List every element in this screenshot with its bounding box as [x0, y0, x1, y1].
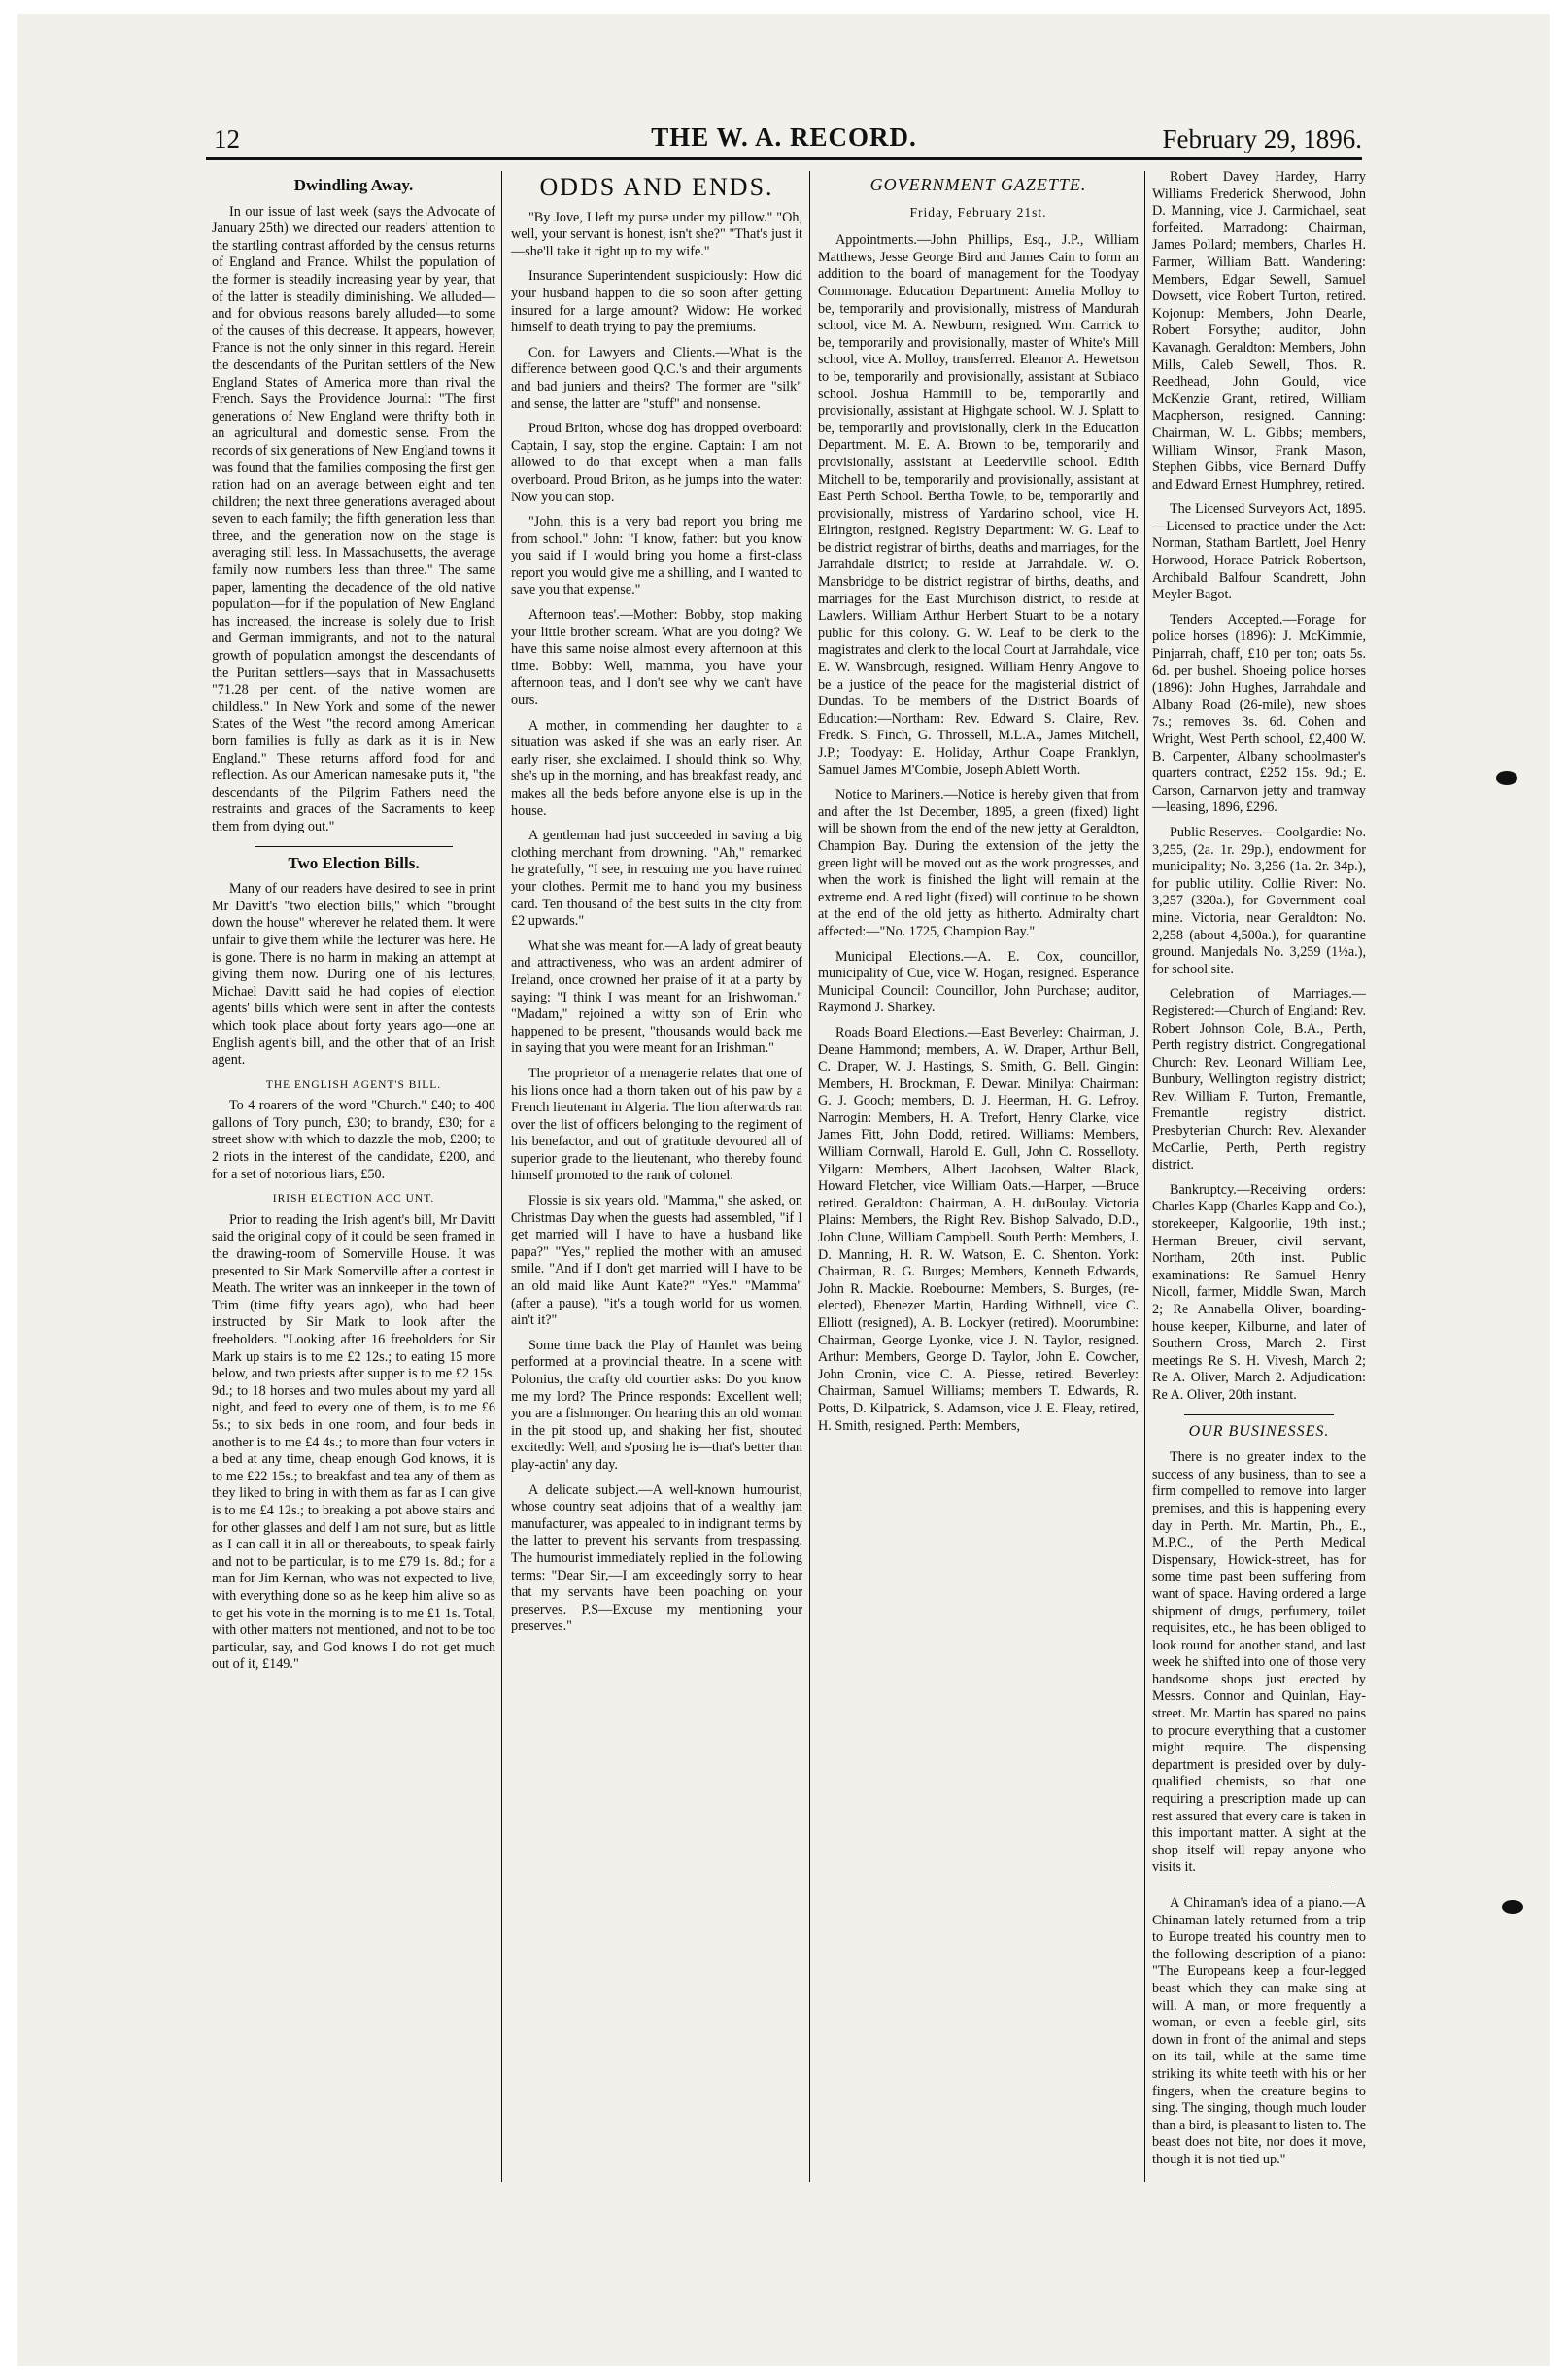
header-rule	[206, 157, 1362, 160]
item-paragraph: Insurance Superintendent suspiciously: How did your husband happen to die so soon after getting insured for a large amount? Widow: He worked himself to death trying to pay the premiums.	[511, 268, 802, 336]
item-paragraph: The proprietor of a menagerie relates that one of his lions once had a thorn taken out of his paw by a French lieutenant in Algeria. The lion afterwards ran over the list of officers belonging to the regiment of his benefactor, and out of gratitude devoured all of superior grade to the lieutenant, who thereby found himself promoted to the rank of colonel.	[511, 1065, 802, 1184]
item-paragraph: Flossie is six years old. "Mamma," she asked, on Christmas Day when the guests had assembled, "if I get married will I have to have a husband like papa?" "Yes," replied the mother with an amused smile. "And if I don't get married will I have to be an old maid like Aunt Kate?" "Yes." "Mamma" (after a pause), "it's a tough world for us women, ain't it?"	[511, 1193, 802, 1329]
gazette-date: Friday, February 21st.	[909, 204, 1047, 220]
column-2	[511, 169, 802, 2180]
column-1	[212, 169, 495, 2180]
article-paragraph: There is no greater index to the success of any business, than to see a firm compelled to remove into larger premises, and this is happening every day in Perth. Mr. Martin, Ph., E., M.P.C., of the Perth Medical Dispensary, Howick-street, has for some time past been suffering from want of space. Having ordered a large shipment of drugs, perfumery, toilet requisites, etc., he has been obliged to look round for another stand, and last week he shifted into one of those very handsome shops just erected by Messrs. Connor and Quinlan, Hay-street. Mr. Martin has spared no pains to procure everything that a customer might require. The dispensing department is presided over by duly-qualified chemists, so that one requiring a prescription made up can rest assured that every care is taken in this important matter. A sight at the shop itself will repay anyone who visits it.	[1152, 1449, 1366, 1876]
item-paragraph: A gentleman had just succeeded in saving a big clothing merchant from drowning. "Ah," remarked he gratefully, "I see, in rescuing me you have ruined your clothes. Permit me to hand you my business card. Ten thousand of the best suits in the city from £2 upwards."	[511, 828, 802, 930]
sub-heading: THE ENGLISH AGENT'S BILL.	[265, 1078, 442, 1091]
gazette-paragraph: Notice to Mariners.—Notice is hereby given that from and after the 1st December, 1895, a green (fixed) light will be shown from the end of the new jetty at Geraldton, Champion Bay. During the extension of the jetty the green light will be moved out as the work progresses, and when the work is finished the light will remain at the extreme end. A red light (fixed) will continue to be shown at the end of the old jetty as hitherto. Admiralty chart affected:—"No. 1725, Champion Bay."	[818, 787, 1139, 939]
gazette-paragraph: Robert Davey Hardey, Harry Williams Frederick Sherwood, John D. Manning, vice J. Carmichael, seat forfeited. Marradong: Chairman, James Pollard; members, Charles H. Farmer, William Batt. Wandering: Members, Edgar Sewell, Samuel Dowsett, vice Robert Turton, retired. Kojonup: Members, John Dearle, Robert Forsythe; auditor, John Kavanagh. Geraldton: Members, John Mills, Caleb Sewell, Thos. R. Reedhead, John Gould, vice McKenzie Grant, retired, William Macpherson, resigned. Canning: Chairman, W. L. Gibbs; members, William Winsor, Frank Mason, Stephen Gibbs, vice Bernard Duffy and Edward Ernest Humphrey, retired.	[1152, 169, 1366, 493]
ink-mark	[1502, 1900, 1523, 1914]
gazette-paragraph: Municipal Elections.—A. E. Cox, councillor, municipality of Cue, vice W. Hogan, resigned. Esperance Municipal Council: Councillor, John Purchase; auditor, Raymond J. Sharkey.	[818, 948, 1139, 1016]
column-4	[1152, 169, 1366, 2180]
article-headline: Two Election Bills.	[288, 853, 420, 872]
section-headline: ODDS AND ENDS.	[539, 173, 774, 201]
column-3	[818, 169, 1139, 2180]
article-paragraph: To 4 roarers of the word "Church." £40; to 400 gallons of Tory punch, £30; to brandy, £30; for a street show with which to dazzle the mob, £200; to 2 riots in the interest of the candidate, £200, and for a set of notorious liars, £50.	[212, 1098, 495, 1182]
item-paragraph: What she was meant for.—A lady of great beauty and attractiveness, who was an ardent admirer of Ireland, once crowned her praise of it at a party by saying: "I think I was meant for an Irishwoman." "Madam," rejoined a witty son of Erin who happened to be present, "thousands would back me in saying that you were meant for an Irishman."	[511, 937, 802, 1057]
article-rule	[255, 846, 453, 847]
item-paragraph: Afternoon teas'.—Mother: Bobby, stop making your little brother scream. What are you doing? We have this same noise almost every afternoon at this time. Bobby: Well, mamma, you have your afternoon teas, and I don't see why we can't have ours.	[511, 607, 802, 709]
column-divider	[809, 171, 810, 2182]
article-rule	[1184, 1414, 1334, 1415]
article-paragraph: A Chinaman's idea of a piano.—A Chinaman lately returned from a trip to Europe treated his country men to the following description of a piano: "The Europeans keep a four-legged beast which they can make sing at will. A man, or more frequently a woman, or even a feeble girl, sits down in front of the animal and steps on its tail, while at the same time striking its white teeth with his or her fingers, when the creature begins to sing. The singing, though much louder than a bird, is pleasant to listen to. The beast does not bite, nor does it move, though it is not tied up."	[1152, 1895, 1366, 2167]
gazette-paragraph: Celebration of Marriages.—Registered:—Church of England: Rev. Robert Johnson Cole, B.A., Perth, Perth registry district. Congregational Church: Rev. Leonard William Lee, Bunbury, Wellington registry district; Rev. William F. Turton, Fremantle, Fremantle registry district. Presbyterian Church: Rev. Alexander McCarlie, Perth, Perth registry district.	[1152, 986, 1366, 1173]
gazette-paragraph: Appointments.—John Phillips, Esq., J.P., William Matthews, Jesse George Bird and James Cain to form an addition to the board of management for the Toodyay Commonage. Education Department: Amelia Molloy to be, temporarily and provisionally, mistress of Mandurah school, vice M. A. Newburn, resigned. Wm. Carrick to be, temporarily and provisionally, master of White's Mill school, vice A. Molloy, transferred. Eleanor A. Hewetson to be, temporarily and provisionally, assistant at Subiaco school. Joshua Hammill to be, temporarily and provisionally, assistant at Highgate school. W. J. Splatt to be, temporarily and provisionally, clerk in the Education Department. M. E. A. Brown to be, temporarily and provisionally, assistant at Leederville school. Edith Mitchell to be, temporarily and provisionally, assistant at East Perth School. Bertha Towle, to be, temporarily and provisionally, mistress of Yardarino school, vice H. Elrington, resigned. Registry Department: W. G. Leaf to be district registrar of births, deaths and marriages, for the Jarrahdale district; to reside at Jarrahdale. W. O. Mansbridge to be district registrar of births, deaths, and marriages for the East Murchison district, to reside at Lawlers. William Arthur Herbert Stuart to be a notary public for this colony. G. W. Leaf to be clerk to the magistrates and clerk to the local Court at Jarrahdale, vice E. W. Wansbrough, resigned. William Henry Angove to be a justice of the peace for the magisterial district of Dundas. To be members of the District Boards of Education:—Northam: Rev. Edward S. Claire, Rev. Fredk. S. Finch, G. Throssell, M.L.A., James Mitchell, J.P.; Toodyay: E. Holiday, Arthur Coape Franklyn, Samuel James M'Combie, Joseph Ablett Worth.	[818, 232, 1139, 778]
page-number: 12	[214, 124, 240, 153]
article-headline: Dwindling Away.	[293, 176, 414, 194]
gazette-paragraph: Tenders Accepted.—Forage for police horses (1896): J. McKimmie, Pinjarrah, chaff, £10 per ton; oats 5s. 6d. per bushel. Shoeing police horses (1896): John Hughes, Jarrahdale and Albany Road (26-mile), new shoes 7s.; removes 3s. 6d. Cohen and Wright, West Perth school, £2,400 W. B. Carpenter, Albany schoolmaster's quarters contract, £252 15s. 9d.; E. Carson, Carnarvon jetty and tramway—leasing, 1896, £296.	[1152, 611, 1366, 816]
issue-date: February 29, 1896.	[1162, 124, 1362, 153]
gazette-paragraph: Public Reserves.—Coolgardie: No. 3,255, (2a. 1r. 29p.), endowment for municipality; No. 3,256 (1a. 2r. 34p.), for public utility. Collie River: No. 3,257 (320a.), for Government coal mine. Victoria, near Geraldton: No. 2,258 (about 4,500a.), for quarantine ground. Manjedals No. 3,259 (1½a.), for school site.	[1152, 824, 1366, 977]
item-paragraph: Con. for Lawyers and Clients.—What is the difference between good Q.C.'s and their arguments and bad juniers and theirs? The former are "silk" and sense, the latter are "stuff" and nonsense.	[511, 344, 802, 412]
article-paragraph: Prior to reading the Irish agent's bill, Mr Davitt said the original copy of it could be seen framed in the drawing-room of Somerville House. It was presented to Sir Mark Somerville after a contest in Meath. The writer was an innkeeper in the town of Trim (time fifty years ago), who had been instructed by Sir Mark to look after the freeholders. "Looking after 16 freeholders for Sir Mark up stairs is to me £2 12s.; to eating 15 more below, and two priests after supper is to me £2 15s. 9d.; to 18 horses and two mules about my yard all night, and feed to every one of them, is to me £6 5s.; to six beds in one room, and four beds in another is to me £4 4s.; to more than four voters in a bed at any time, cheap enough God knows, it is to me £22 15s.; to breakfast and tea any of them as they liked to bring in with them as far as I can give is to me £4 12s.; to breaking a pot above stairs and for other glasses and delf I am not sure, but as little as I can call it in all or thereabouts, to speak fairly and not to be particular, is to me £79 1s. 8d.; for a man for Jim Kernan, who was not expected to live, with everything done so as he keep him alive so as to get his vote in the morning is to me £1 1s. Total, with other matters not mentioned, and not to be too particular, say, and God knows I do not get much out of it, £149."	[212, 1211, 495, 1673]
sub-heading: IRISH ELECTION ACC UNT.	[272, 1193, 435, 1206]
ink-mark	[1496, 771, 1517, 785]
item-paragraph: "John, this is a very bad report you bring me from school." John: "I know, father: but you know you said if I would bring you home a first-class report you would give me a shilling, and I wanted to save you that expense."	[511, 514, 802, 598]
article-paragraph: In our issue of last week (says the Advocate of January 25th) we directed our readers' attention to the startling contrast afforded by the census returns of England and France. Whilst the population of the former is steadily increasing year by year, that of the latter is steadily diminishing. We alluded—and for obvious reasons barely alluded—to some of the causes of this decrease. It appears, however, France is not the only sinner in this regard. Herein the descendants of the Puritan settlers of the New England States of America more than rival the French. Says the Providence Journal: "The first generations of New England were thrifty both in an agricultural and domestic sense. From the records of six generations of New England towns it was found that the families composing the first gen ration had on an average between eight and ten children; the next three generations averaged about seven to each family; the fifth generation less than three, and the generation now on the stage is averaging still less. In Massachusetts, the average family now numbers less than three." The same paper, lamenting the decadence of the old native population—for if the population of New England has increased, the increase is solely due to Irish and German immigrants, and not to the natural growth of population amongst the descendants of the Puritan settlers—says that in Massachusetts "71.28 per cent. of the native women are childless." In New York and some of the newer States of the West "the record among American born families is fully as dark as it is in New England." These returns afford food for and reflection. As our American namesake puts it, "the descendants of the Pilgrim Fathers need the restraints and graces of the Sacraments to keep them from dying out."	[212, 203, 495, 834]
section-headline: OUR BUSINESSES.	[1188, 1422, 1330, 1440]
article-paragraph: Many of our readers have desired to see in print Mr Davitt's "two election bills," which "brought down the house" wherever he related them. It were unfair to give them while the lecturer was here. He is gone. There is no harm in making an attempt at giving them now. During one of his lectures, Michael Davitt said he had copies of election agents' bills which were sent in after the contests which took place about forty years ago—one an English agent's bill, and the other that of an Irish agent.	[212, 881, 495, 1069]
item-paragraph: "By Jove, I left my purse under my pillow." "Oh, well, your servant is honest, isn't she?" "That's just it—she'll take it right up to my wife."	[511, 209, 802, 259]
item-paragraph: A delicate subject.—A well-known humourist, whose country seat adjoins that of a wealthy jam manufacturer, was appealed to in indignant terms by the latter to prevent his servants from trespassing. The humourist immediately replied in the following terms: "Dear Sir,—I am exceedingly sorry to hear that my servants have been poaching on your preserves. P.S—Excuse my mentioning your preserves."	[511, 1481, 802, 1635]
item-paragraph: Proud Briton, whose dog has dropped overboard: Captain, I say, stop the engine. Captain: I am not allowed to do that except when a man falls overboard. Proud Briton, as he jumps into the water: Now you can stop.	[511, 421, 802, 505]
column-divider	[1144, 171, 1145, 2182]
gazette-paragraph: Bankruptcy.—Receiving orders: Charles Kapp (Charles Kapp and Co.), storekeeper, Kalgoorlie, 19th inst.; Herman Breuer, civil servant, Northam, 20th inst. Public examinations: Re Samuel Henry Nicoll, farmer, Middle Swan, March 2; Re Annabella Oliver, boarding-house keeper, Kilburne, and later of Southern Cross, March 2. First meetings Re S. H. Vivesh, March 2; Re A. Oliver, March 2. Adjudication: Re A. Oliver, 20th instant.	[1152, 1181, 1366, 1403]
gazette-paragraph: The Licensed Surveyors Act, 1895.—Licensed to practice under the Act: Norman, Statham Bartlett, Joel Henry Horwood, Horace Patrick Robertson, Archibald Balfour Scandrett, John Meyler Bagot.	[1152, 501, 1366, 603]
item-paragraph: Some time back the Play of Hamlet was being performed at a provincial theatre. In a scene with Polonius, the crafty old courtier asks: Do you know me my lord? The Prince responds: Excellent well; you are a fishmonger. On hearing this an old woman in the pit stood up, and shaking her fist, shouted excitedly: Well, and s'posing he is—that's better than play-actin' any day.	[511, 1337, 802, 1473]
gazette-paragraph: Roads Board Elections.—East Beverley: Chairman, J. Deane Hammond; members, A. W. Draper, Arthur Bell, C. Draper, W. J. Hastings, S. Smith, G. Bell. Gingin: Members, H. Brockman, F. Dewar. Minilya: Chairman: G. J. Gooch; members, D. J. Heerman, H. G. Lefroy. Narrogin: Members, H. A. Trefort, Henry Clarke, vice James Fitt, John Dodd, retired. Williams: Members, William Cornwall, Harold E. Gull, John C. Rosselloty. Yilgarn: Members, Albert Jacobsen, Walter Black, Howard Fletcher, vice William Oats.—Harper, —Bruce retired. Geraldton: Chairman, A. H. duBoulay. Victoria Plains: Members, the Right Rev. Bishop Salvado, D.D., John Clune, William Campbell. South Perth: Members, J. D. Manning, H. R. W. Watson, E. C. Shenton. York: Chairman, R. G. Burges; Members, Kenneth Edwards, John R. Mackie. Roebourne: Members, S. Burges, (re-elected), Ebenezer Martin, Harding Withnell, vice C. Elliott (resigned), A. B. Lockyer (retired). Moorumbine: Chairman, George Lyonke, vice J. N. Taylor, resigned. Arthur: Members, George D. Taylor, John E. Cowcher, John Cronin, vice C. A. Piesse, retired. Beverley: Chairman, Samuel Williams; members T. Edwards, R. Potts, D. Kilpatrick, S. Adamson, vice J. E. Fleay, retired, H. Smith, resigned. Perth: Members,	[818, 1024, 1139, 1434]
column-divider	[501, 171, 502, 2182]
item-paragraph: A mother, in commending her daughter to a situation was asked if she was an early riser. An early riser, she exclaimed. I should think so. Why, she's up in the morning, and has breakfast ready, and makes all the beds before anyone else is up in the house.	[511, 717, 802, 819]
page-header	[206, 113, 1362, 161]
section-headline: GOVERNMENT GAZETTE.	[869, 175, 1087, 194]
publication-title: THE W. A. RECORD.	[651, 122, 917, 152]
